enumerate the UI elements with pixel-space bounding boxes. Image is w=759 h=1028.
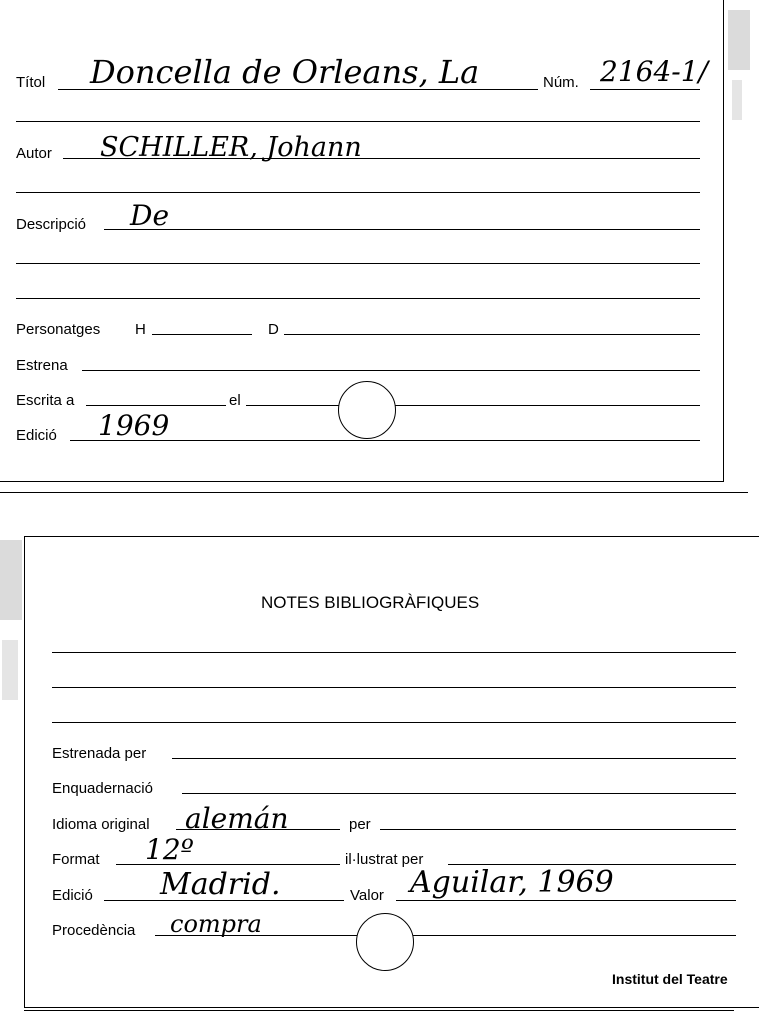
estrena-label: Estrena [16, 357, 68, 374]
valor-line [396, 900, 736, 901]
escrita-label: Escrita a [16, 392, 75, 409]
scan-noise [2, 640, 18, 700]
idioma-label: Idioma original [52, 816, 150, 833]
estrena-line [82, 370, 700, 371]
d-label: D [268, 321, 279, 338]
enquadernacio-line [182, 793, 736, 794]
format-label: Format [52, 851, 100, 868]
el-label: el [229, 392, 241, 409]
autor-label: Autor [16, 145, 52, 162]
notes-heading: NOTES BIBLIOGRÀFIQUES [261, 593, 480, 612]
d-line [284, 334, 700, 335]
descripcio-value: De [130, 199, 170, 232]
num-line [590, 89, 700, 90]
scan-noise [732, 80, 742, 120]
estrenada-line [172, 758, 736, 759]
estrenada-label: Estrenada per [52, 745, 147, 762]
num-label: Núm. [543, 74, 579, 91]
h-line [152, 334, 252, 335]
card-separator-line [0, 492, 748, 493]
autor-value: SCHILLER, Johann [100, 132, 362, 163]
punch-hole-1 [338, 381, 396, 439]
per-line [380, 829, 736, 830]
enquadernacio-label: Enquadernació [52, 780, 153, 797]
escrita-line [86, 405, 226, 406]
edicio-label-2: Edició [52, 887, 93, 904]
titol-label: Títol [16, 74, 46, 91]
notes-line-1 [52, 652, 736, 653]
descripcio-label: Descripció [16, 216, 87, 233]
scan-noise [0, 540, 22, 620]
notes-line-3 [52, 722, 736, 723]
personatges-label: Personatges [16, 321, 101, 338]
descripcio-line [104, 229, 700, 230]
titol-continuation-line [16, 121, 700, 122]
procedencia-value: compra [170, 910, 262, 938]
format-value: 12º [145, 833, 194, 866]
num-value: 2164-1/ [600, 55, 708, 88]
edicio-label-1: Edició [16, 427, 57, 444]
titol-value: Doncella de Orleans, La [90, 53, 480, 91]
idioma-value: alemán [185, 802, 289, 835]
valor-value: Aguilar, 1969 [410, 865, 614, 900]
bottom-edge-line [24, 1010, 734, 1011]
scan-noise [728, 10, 750, 70]
procedencia-label: Procedència [52, 922, 136, 939]
h-label: H [135, 321, 146, 338]
per-label: per [349, 816, 371, 833]
autor-continuation-line [16, 192, 700, 193]
descripcio-line-3 [16, 298, 700, 299]
illustrat-label: il·lustrat per [345, 851, 424, 868]
institution-name: Institut del Teatre [612, 971, 728, 987]
edicio-value-2: Madrid. [160, 867, 281, 902]
el-line [246, 405, 700, 406]
notes-line-2 [52, 687, 736, 688]
descripcio-line-2 [16, 263, 700, 264]
edicio-value-1: 1969 [98, 409, 170, 442]
punch-hole-2 [356, 913, 414, 971]
valor-label: Valor [350, 887, 384, 904]
